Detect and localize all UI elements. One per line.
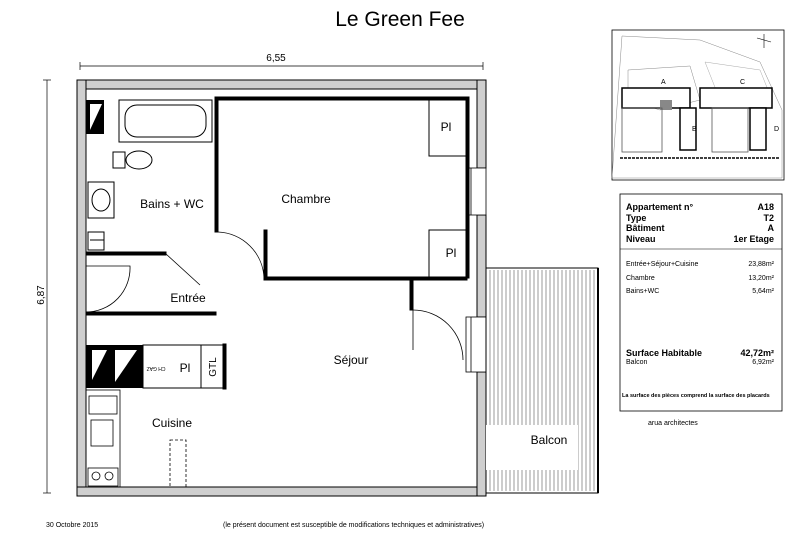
area-balcon-label: Balcon	[626, 359, 648, 366]
area-entree-value: 23,88m²	[748, 261, 774, 268]
width-label: 6,55	[266, 53, 286, 64]
disclaimer: (le présent document est susceptible de modifications techniques et administratives)	[223, 522, 485, 529]
level-label: Niveau	[626, 233, 656, 244]
architect-name: arua architectes	[648, 420, 698, 427]
apartment-number-label: Appartement n°	[626, 202, 694, 212]
height-label: 6,87	[36, 285, 47, 305]
type-label: Type	[626, 212, 647, 223]
surface-note: La surface des pièces comprend la surface des placards	[622, 392, 770, 399]
apartment-number-value: A18	[757, 202, 774, 212]
placard-label: Pl	[445, 246, 457, 260]
building-label-b: B	[692, 126, 697, 133]
bathroom-shafts	[86, 100, 104, 250]
apartment-info	[622, 202, 774, 401]
building-label: Bâtiment	[626, 223, 665, 233]
surface-habitable-value: 42,72m²	[740, 347, 774, 358]
room-label-sejour: Séjour	[333, 353, 369, 367]
width-dimension	[80, 53, 483, 70]
area-chambre-value: 13,20m²	[748, 274, 774, 282]
level-value: 1er Etage	[733, 233, 774, 244]
room-label-balcon: Balcon	[530, 433, 568, 447]
bathtub	[119, 100, 212, 142]
area-entree-label: Entrée+Séjour+Cuisine	[626, 261, 699, 268]
building-label-d: D	[774, 126, 780, 133]
gas-boiler-label: CH GAZ	[146, 365, 166, 371]
building-label-a: A	[661, 79, 666, 86]
room-label-entree: Entrée	[170, 291, 206, 305]
document-date: 30 Octobre 2015	[46, 522, 99, 529]
gtl-label: GTL	[208, 357, 219, 377]
placard-closets	[143, 100, 466, 388]
toilet	[113, 151, 152, 169]
room-label-bains-wc: Bains + WC	[140, 197, 204, 211]
kitchen-counter	[86, 390, 186, 487]
key-map	[612, 30, 784, 180]
doors	[86, 232, 463, 360]
building-label-c: C	[740, 79, 746, 86]
sink	[88, 182, 114, 218]
room-label-chambre: Chambre	[281, 192, 331, 206]
balcony	[486, 268, 598, 493]
height-dimension	[36, 80, 51, 493]
surface-habitable-label: Surface Habitable	[626, 347, 703, 358]
kitchen-shafts	[86, 345, 143, 388]
area-chambre-label: Chambre	[626, 274, 655, 282]
plan-title: Le Green Fee	[335, 8, 465, 31]
placard-label: Pl	[440, 120, 452, 134]
area-bains-value: 5,64m²	[752, 288, 774, 295]
room-label-cuisine: Cuisine	[151, 416, 193, 430]
area-balcon-value: 6,92m²	[752, 359, 774, 366]
area-bains-label: Bains+WC	[626, 288, 660, 295]
placard-label: Pl	[179, 361, 191, 375]
type-value: T2	[763, 212, 774, 223]
building-value: A	[767, 223, 774, 233]
